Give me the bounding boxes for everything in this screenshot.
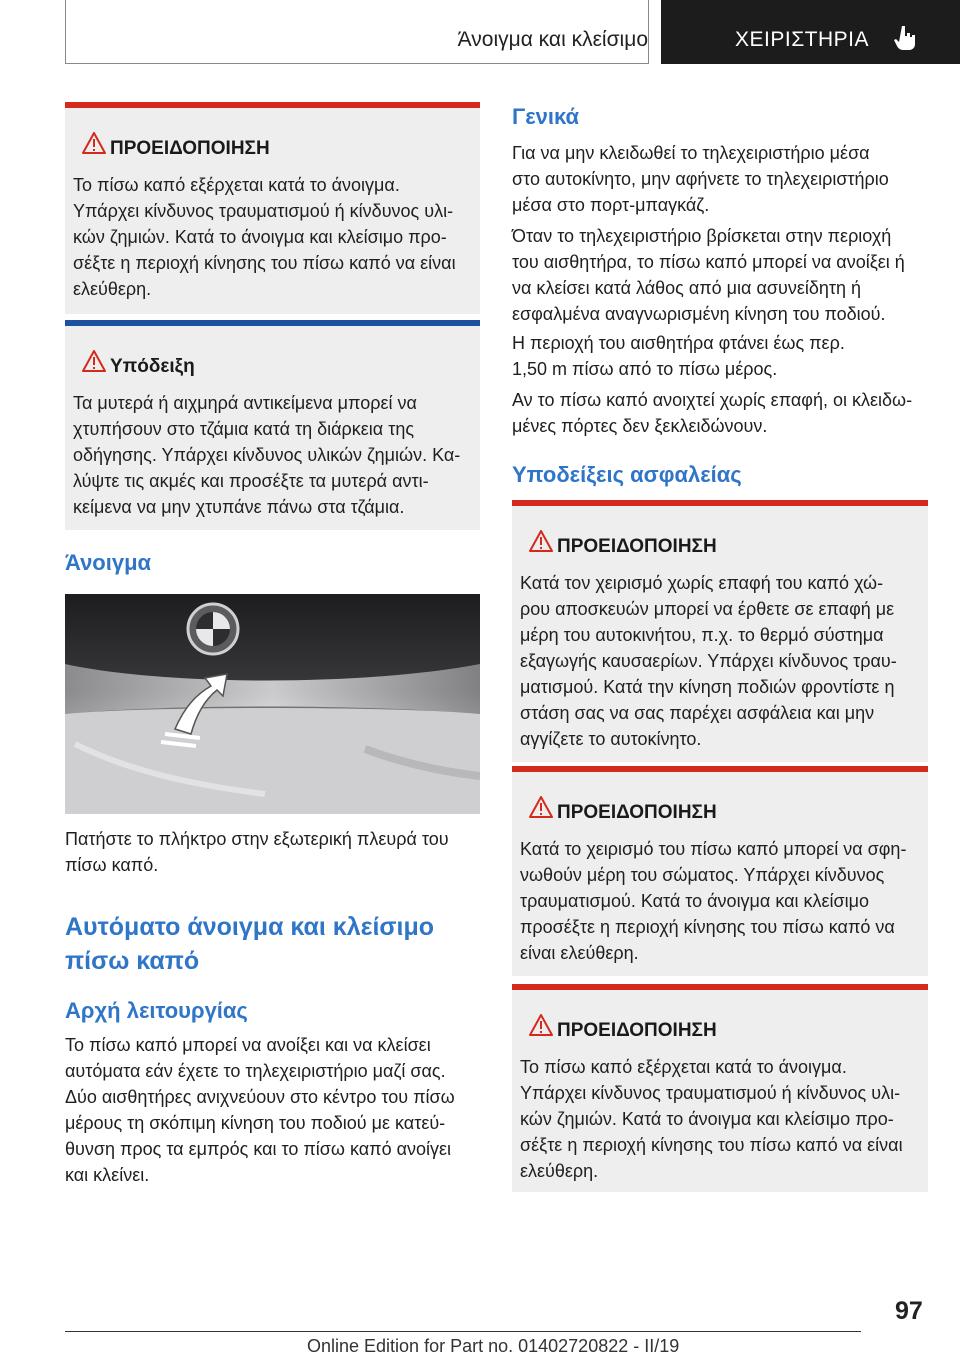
- text-line: αυτόματα εάν έχετε το τηλεχειριστήριο μαζί σας.: [65, 1061, 446, 1081]
- text-line: Το πίσω καπό εξέρχεται κατά το άνοιγμα.: [73, 175, 400, 195]
- chapter-tab-label: ΧΕΙΡΙΣΤΗΡΙΑ: [735, 28, 870, 51]
- text-line: κείμενα να μην χτυπάνε πάνω στα τζάμια.: [73, 497, 405, 517]
- text-line: ελεύθερη.: [73, 279, 152, 299]
- notice-title: Υπόδειξη: [110, 356, 195, 377]
- text-line: μέρη του αυτοκινήτου, π.χ. το θερμό σύστημα: [520, 625, 884, 645]
- text-line: κών ζημιών. Κατά το άνοιγμα και κλείσιμο προ-: [73, 227, 447, 247]
- text-line: προσέξτε η περιοχή κίνησης του πίσω καπό να: [520, 917, 895, 937]
- general-paragraph-3: [512, 330, 928, 382]
- section-title: Άνοιγμα και κλείσιμο: [457, 28, 648, 51]
- safety-heading: Υποδείξεις ασφαλείας: [512, 462, 742, 487]
- text-line: Υπάρχει κίνδυνος τραυματισμού ή κίνδυνος υλι-: [520, 1083, 901, 1103]
- text-line: Κατά τον χειρισμό χωρίς επαφή του καπό χώ-: [520, 573, 884, 593]
- text-line: ελεύθερη.: [520, 1161, 599, 1181]
- footer-divider: [65, 1331, 861, 1332]
- warning-text: [73, 172, 474, 302]
- principle-heading: Αρχή λειτουργίας: [65, 998, 248, 1023]
- edition-text: Online Edition for Part no. 01402720822 - II/19: [307, 1336, 680, 1356]
- warning-title: ΠΡΟΕΙΔΟΠΟΙΗΣΗ: [557, 802, 717, 823]
- text-line: λύψτε τις ακμές και προσέξτε τα μυτερά αντι-: [73, 471, 429, 491]
- text-line: κών ζημιών. Κατά το άνοιγμα και κλείσιμο προ-: [520, 1109, 894, 1129]
- text-line: τραυματισμού. Κατά το άνοιγμα και κλείσιμο: [520, 891, 870, 911]
- text-line: να κλείσει κατά λάθος από μια ασυνείδητη ή: [512, 278, 862, 298]
- general-paragraph-1: [512, 140, 928, 218]
- warning-triangle-icon: [529, 1014, 553, 1036]
- pointing-hand-icon: [893, 24, 917, 52]
- text-line: Κατά το χειρισμό του πίσω καπό μπορεί να σφη-: [520, 839, 907, 859]
- warning-title-row: [512, 796, 928, 826]
- text-line: θυνση προς τα εμπρός και το πίσω καπό ανοίγει: [65, 1139, 452, 1159]
- text-line: Αν το πίσω καπό ανοιχτεί χωρίς επαφή, οι κλειδω-: [512, 390, 913, 410]
- text-line: οδήγησης. Υπάρχει κίνδυνος υλικών ζημιών. Κα-: [73, 445, 461, 465]
- text-line: σέξτε η περιοχή κίνησης του πίσω καπό να είναι: [520, 1135, 903, 1155]
- warning-triangle-icon: [82, 132, 106, 154]
- warning-title-row: [65, 132, 480, 162]
- warning-title: ΠΡΟΕΙΔΟΠΟΙΗΣΗ: [557, 1020, 717, 1041]
- notice-box: [65, 320, 480, 530]
- heading-line: Αυτόματο άνοιγμα και κλείσιμο: [65, 913, 435, 941]
- warning-title-row: [512, 1014, 928, 1044]
- warning-text: [520, 836, 922, 966]
- text-line: Το πίσω καπό μπορεί να ανοίξει και να κλείσει: [65, 1035, 431, 1055]
- text-line: μέρους τη σκόπιμη κίνηση του ποδιού με κατεύ-: [65, 1113, 446, 1133]
- text-line: Όταν το τηλεχειριστήριο βρίσκεται στην περιοχή: [512, 226, 892, 246]
- chapter-tab[interactable]: [661, 0, 960, 64]
- general-heading: Γενικά: [512, 104, 580, 129]
- text-line: Η περιοχή του αισθητήρα φτάνει έως περ.: [512, 333, 845, 353]
- warning-title: ΠΡΟΕΙΔΟΠΟΙΗΣΗ: [557, 536, 717, 557]
- text-line: πίσω καπό.: [65, 855, 159, 875]
- auto-open-heading: [65, 910, 434, 978]
- warning-text: [520, 570, 922, 752]
- text-line: Δύο αισθητήρες ανιχνεύουν στο κέντρο του πίσω: [65, 1087, 455, 1107]
- text-line: σέξτε η περιοχή κίνησης του πίσω καπό να είναι: [73, 253, 456, 273]
- text-line: Το πίσω καπό εξέρχεται κατά το άνοιγμα.: [520, 1057, 847, 1077]
- text-line: ματισμού. Κατά την κίνηση ποδιών φροντίστε η: [520, 677, 895, 697]
- warning-box: [512, 500, 928, 762]
- text-line: 1,50 m πίσω από το πίσω μέρος.: [512, 359, 778, 379]
- warning-title-row: [512, 530, 928, 560]
- page-number: 97: [895, 1297, 923, 1325]
- principle-text: [65, 1032, 480, 1188]
- text-line: αγγίζετε το αυτοκίνητο.: [520, 729, 702, 749]
- text-line: Για να μην κλειδωθεί το τηλεχειριστήριο μέσα: [512, 143, 870, 163]
- warning-text: [520, 1054, 922, 1184]
- text-line: του αισθητήρα, το πίσω καπό μπορεί να ανοίξει ή: [512, 252, 905, 272]
- text-line: Πατήστε το πλήκτρο στην εξωτερική πλευρά του: [65, 829, 449, 849]
- text-line: μέσα στο πορτ-μπαγκάζ.: [512, 195, 710, 215]
- warning-triangle-icon: [529, 796, 553, 818]
- general-paragraph-4: [512, 387, 928, 439]
- general-paragraph-2: [512, 223, 928, 327]
- warning-title: ΠΡΟΕΙΔΟΠΟΙΗΣΗ: [110, 138, 270, 159]
- text-line: Τα μυτερά ή αιχμηρά αντικείμενα μπορεί να: [73, 393, 417, 413]
- text-line: εσφαλμένα αναγνωρισμένη κίνηση του ποδιού.: [512, 304, 886, 324]
- heading-line: πίσω καπό: [65, 947, 200, 975]
- text-line: εξαγωγής καυσαερίων. Υπάρχει κίνδυνος τραυ-: [520, 651, 897, 671]
- text-line: μένες πόρτες δεν ξεκλειδώνουν.: [512, 416, 768, 436]
- text-line: χτυπήσουν στο τζάμια κατά τη διάρκεια της: [73, 419, 415, 439]
- text-line: στο αυτοκίνητο, μην αφήνετε το τηλεχειριστήριο: [512, 169, 889, 189]
- opening-heading: Άνοιγμα: [65, 550, 152, 575]
- text-line: και κλείνει.: [65, 1165, 150, 1185]
- trunk-button-photo: [65, 594, 480, 814]
- text-line: ρου αποσκευών μπορεί να έρθετε σε επαφή με: [520, 599, 895, 619]
- notice-text: [73, 390, 474, 520]
- notice-title-row: [65, 350, 480, 380]
- text-line: στάση σας να σας παρέχει ασφάλεια και μην: [520, 703, 875, 723]
- warning-triangle-icon: [529, 530, 553, 552]
- trunk-illustration: [65, 594, 480, 814]
- text-line: νωθούν μέρη του σώματος. Υπάρχει κίνδυνος: [520, 865, 885, 885]
- warning-box: [65, 102, 480, 314]
- photo-caption: [65, 826, 480, 878]
- text-line: Υπάρχει κίνδυνος τραυματισμού ή κίνδυνος υλι-: [73, 201, 454, 221]
- warning-triangle-icon: [82, 350, 106, 372]
- warning-box: [512, 766, 928, 976]
- text-line: είναι ελεύθερη.: [520, 943, 639, 963]
- warning-box: [512, 984, 928, 1192]
